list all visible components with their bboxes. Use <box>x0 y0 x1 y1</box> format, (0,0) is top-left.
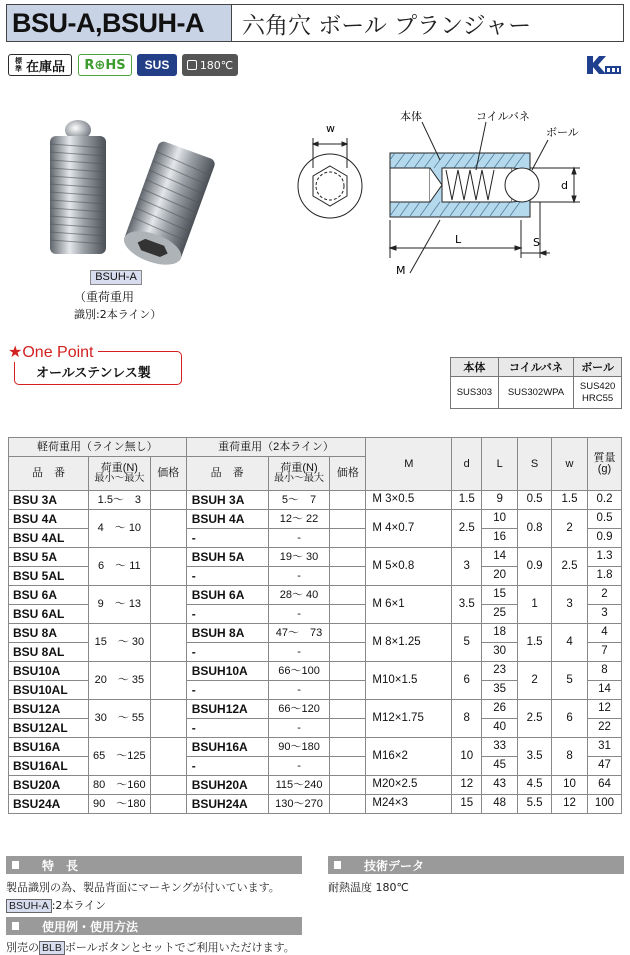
diagram-label-d: d <box>561 179 568 192</box>
heavy-part-number-cell: BSUH20A <box>186 776 268 795</box>
identification-label: 識別:2本ライン） <box>74 308 162 321</box>
table-row <box>9 795 622 814</box>
ball-diameter-cell: 6 <box>452 662 482 700</box>
hex-width-cell: 10 <box>552 776 588 795</box>
table-row <box>9 510 622 529</box>
hex-width-cell: 5 <box>552 662 588 700</box>
heavy-price-cell <box>330 757 366 776</box>
heavy-price-cell <box>330 605 366 624</box>
hex-width-cell: 2 <box>552 510 588 548</box>
mass-cell: 14 <box>587 681 621 700</box>
product-title: 六角穴 ボール プランジャー <box>242 12 532 39</box>
usage-chip: BLB <box>39 941 65 955</box>
table-row <box>9 624 622 643</box>
stock-standard-label: 標準 <box>14 57 22 73</box>
features-line1: 製品識別の為、製品背面にマーキングが付いています。 <box>6 881 280 894</box>
ball-diameter-cell: 15 <box>452 795 482 814</box>
heavy-load-cell: 19～ 30 <box>268 548 330 567</box>
mass-cell: 4 <box>587 624 621 643</box>
heavy-part-number-cell: - <box>186 719 268 738</box>
light-price-cell <box>150 510 186 548</box>
mass-cell: 12 <box>587 700 621 719</box>
heavy-part-number-cell: - <box>186 605 268 624</box>
mass-cell: 1.3 <box>587 548 621 567</box>
usage-section <box>6 917 302 955</box>
heavy-part-number-cell: BSUH 4A <box>186 510 268 529</box>
col-header-M: M <box>366 438 452 491</box>
mass-cell: 1.8 <box>587 567 621 586</box>
specification-body <box>9 491 622 814</box>
col-header-L: L <box>482 438 518 491</box>
mass-cell: 64 <box>587 776 621 795</box>
stock-badge <box>8 54 72 76</box>
heavy-part-number-cell: BSUH 6A <box>186 586 268 605</box>
one-point-text: オールステンレス製 <box>36 366 151 381</box>
stroke-cell: 3.5 <box>518 738 552 776</box>
light-part-number-cell: BSU24A <box>9 795 89 814</box>
mass-cell: 31 <box>587 738 621 757</box>
thread-size-cell: M 8×1.25 <box>366 624 452 662</box>
thread-size-cell: M 3×0.5 <box>366 491 452 510</box>
light-load-sub: 最小～最大 <box>94 473 145 484</box>
light-load-cell: 65 ～125 <box>88 738 150 776</box>
heavy-load-cell: 47～ 73 <box>268 624 330 643</box>
product-code: BSU-A,BSUH-A <box>7 5 232 41</box>
ball-diameter-cell: 10 <box>452 738 482 776</box>
rohs-badge: R⊕HS <box>78 54 132 76</box>
heavy-price-cell <box>330 738 366 757</box>
stroke-cell: 1 <box>518 586 552 624</box>
table-row <box>9 662 622 681</box>
hex-width-cell: 1.5 <box>552 491 588 510</box>
tech-data-title: 技術データ <box>328 856 624 874</box>
heavy-price-cell <box>330 586 366 605</box>
length-cell: 15 <box>482 586 518 605</box>
heavy-price-cell <box>330 795 366 814</box>
light-load-cell: 80 ～160 <box>88 776 150 795</box>
thread-size-cell: M 4×0.7 <box>366 510 452 548</box>
length-cell: 26 <box>482 700 518 719</box>
heavy-price-cell <box>330 700 366 719</box>
heavy-part-number-cell: - <box>186 757 268 776</box>
heavy-price-cell <box>330 491 366 510</box>
ball-diameter-cell: 2.5 <box>452 510 482 548</box>
heavy-price-cell <box>330 624 366 643</box>
thread-size-cell: M12×1.75 <box>366 700 452 738</box>
length-cell: 30 <box>482 643 518 662</box>
heavy-price-cell <box>330 510 366 529</box>
diagram-label-L: L <box>455 233 462 246</box>
stroke-cell: 0.9 <box>518 548 552 586</box>
col-header-heavy-part: 品 番 <box>186 457 268 491</box>
table-row <box>9 548 622 567</box>
table-row <box>9 586 622 605</box>
light-part-number-cell: BSU10A <box>9 662 89 681</box>
mass-header-label: 質量 <box>593 452 616 464</box>
stroke-cell: 2.5 <box>518 700 552 738</box>
light-part-number-cell: BSU 4AL <box>9 529 89 548</box>
heavy-load-cell: 5～ 7 <box>268 491 330 510</box>
thermometer-icon <box>187 60 197 70</box>
materials-table <box>450 357 622 409</box>
hex-width-cell: 12 <box>552 795 588 814</box>
material-value-ball: SUS420 HRC55 <box>574 377 622 409</box>
heavy-price-cell <box>330 567 366 586</box>
heavy-price-cell <box>330 643 366 662</box>
heavy-price-cell <box>330 548 366 567</box>
hex-width-cell: 6 <box>552 700 588 738</box>
ball-diameter-cell: 1.5 <box>452 491 482 510</box>
features-title: 特 長 <box>6 856 302 874</box>
light-part-number-cell: BSU12A <box>9 700 89 719</box>
heavy-load-cell: - <box>268 529 330 548</box>
light-part-number-cell: BSU 6A <box>9 586 89 605</box>
mass-header-unit: (g) <box>597 463 612 475</box>
mass-cell: 7 <box>587 643 621 662</box>
heavy-part-number-cell: - <box>186 567 268 586</box>
mass-cell: 0.2 <box>587 491 621 510</box>
diagram-label-w: w <box>326 122 335 135</box>
features-section <box>6 856 302 913</box>
temperature-badge <box>182 54 238 76</box>
heavy-load-cell: 90～180 <box>268 738 330 757</box>
hex-width-cell: 3 <box>552 586 588 624</box>
light-load-label: 荷重(N) <box>100 462 138 474</box>
length-cell: 9 <box>482 491 518 510</box>
table-row <box>9 738 622 757</box>
light-price-cell <box>150 586 186 624</box>
diagram-label-ball: ボール <box>546 126 579 139</box>
heavy-load-group-header: 重荷重用（2本ライン） <box>186 438 366 457</box>
bsuh-model-label: BSUH-A <box>90 270 142 285</box>
usage-text-b: ボールボタンとセットでご利用いただけます。 <box>64 941 295 954</box>
mass-cell: 47 <box>587 757 621 776</box>
ball-diameter-cell: 8 <box>452 700 482 738</box>
tech-data-text: 耐熱温度 180℃ <box>328 881 409 894</box>
light-load-cell: 4 ～ 10 <box>88 510 150 548</box>
light-part-number-cell: BSU20A <box>9 776 89 795</box>
material-value-body: SUS303 <box>451 377 499 409</box>
material-header-spring: コイルバネ <box>498 358 573 377</box>
length-cell: 23 <box>482 662 518 681</box>
light-price-cell <box>150 776 186 795</box>
table-row <box>9 700 622 719</box>
length-cell: 14 <box>482 548 518 567</box>
heavy-load-cell: 66～100 <box>268 662 330 681</box>
thread-size-cell: M 5×0.8 <box>366 548 452 586</box>
stroke-cell: 0.5 <box>518 491 552 510</box>
col-header-light-load <box>88 457 150 491</box>
stroke-cell: 1.5 <box>518 624 552 662</box>
col-header-heavy-price: 価格 <box>330 457 366 491</box>
col-header-w: w <box>552 438 588 491</box>
light-part-number-cell: BSU16AL <box>9 757 89 776</box>
mass-cell: 100 <box>587 795 621 814</box>
stroke-cell: 5.5 <box>518 795 552 814</box>
tech-data-section <box>328 856 624 895</box>
heavy-part-number-cell: - <box>186 529 268 548</box>
one-point-title: ★One Point <box>8 342 98 362</box>
thread-size-cell: M 6×1 <box>366 586 452 624</box>
light-price-cell <box>150 795 186 814</box>
heavy-load-sub: 最小～最大 <box>274 473 325 484</box>
page-header <box>6 4 624 42</box>
heavy-load-cell: 130～270 <box>268 795 330 814</box>
material-header-ball: ボール <box>574 358 622 377</box>
diagram-label-body: 本体 <box>400 110 422 123</box>
col-header-light-price: 価格 <box>150 457 186 491</box>
heavy-load-cell: 66～120 <box>268 700 330 719</box>
light-load-cell: 6 ～ 11 <box>88 548 150 586</box>
usage-title: 使用例・使用方法 <box>6 917 302 935</box>
length-cell: 43 <box>482 776 518 795</box>
mass-cell: 3 <box>587 605 621 624</box>
light-part-number-cell: BSU 5A <box>9 548 89 567</box>
light-part-number-cell: BSU10AL <box>9 681 89 700</box>
heavy-load-cell: - <box>268 605 330 624</box>
heavy-load-cell: 12～ 22 <box>268 510 330 529</box>
heavy-load-cell: 115～240 <box>268 776 330 795</box>
hex-width-cell: 2.5 <box>552 548 588 586</box>
light-part-number-cell: BSU 5AL <box>9 567 89 586</box>
features-chip: BSUH-A <box>6 899 52 913</box>
heavy-part-number-cell: BSUH10A <box>186 662 268 681</box>
length-cell: 33 <box>482 738 518 757</box>
heavy-part-number-cell: BSUH 3A <box>186 491 268 510</box>
stock-label: 在庫品 <box>25 59 65 75</box>
length-cell: 20 <box>482 567 518 586</box>
heavy-price-cell <box>330 776 366 795</box>
stroke-cell: 4.5 <box>518 776 552 795</box>
material-value-spring: SUS302WPA <box>498 377 573 409</box>
length-cell: 10 <box>482 510 518 529</box>
mass-cell: 2 <box>587 586 621 605</box>
features-line2-row <box>6 897 302 913</box>
length-cell: 18 <box>482 624 518 643</box>
thread-size-cell: M10×1.5 <box>366 662 452 700</box>
ball-diameter-cell: 3.5 <box>452 586 482 624</box>
light-load-cell: 15 ～ 30 <box>88 624 150 662</box>
mass-cell: 0.9 <box>587 529 621 548</box>
heavy-part-number-cell: BSUH 5A <box>186 548 268 567</box>
thread-size-cell: M24×3 <box>366 795 452 814</box>
light-load-cell: 90 ～180 <box>88 795 150 814</box>
light-part-number-cell: BSU 4A <box>9 510 89 529</box>
diagram-label-spring: コイルバネ <box>476 110 530 123</box>
product-photo-image <box>20 100 260 268</box>
table-row <box>9 491 622 510</box>
light-price-cell <box>150 491 186 510</box>
light-part-number-cell: BSU 3A <box>9 491 89 510</box>
heavy-price-cell <box>330 681 366 700</box>
material-header-body: 本体 <box>451 358 499 377</box>
col-header-S: S <box>518 438 552 491</box>
kipp-logo-icon <box>585 52 623 78</box>
heavy-part-number-cell: - <box>186 643 268 662</box>
length-cell: 25 <box>482 605 518 624</box>
light-part-number-cell: BSU16A <box>9 738 89 757</box>
heavy-load-cell: - <box>268 567 330 586</box>
features-line2: :2本ライン <box>51 899 107 912</box>
hex-width-cell: 4 <box>552 624 588 662</box>
temperature-label: 180℃ <box>199 58 234 72</box>
light-load-group-header: 軽荷重用（ライン無し） <box>9 438 187 457</box>
heavy-load-cell: - <box>268 681 330 700</box>
light-part-number-cell: BSU 8AL <box>9 643 89 662</box>
heavy-price-cell <box>330 719 366 738</box>
mass-cell: 22 <box>587 719 621 738</box>
stroke-cell: 2 <box>518 662 552 700</box>
light-load-cell: 9 ～ 13 <box>88 586 150 624</box>
usage-text-a: 別売の <box>6 941 39 954</box>
light-load-cell: 30 ～ 55 <box>88 700 150 738</box>
heavy-load-label: （重荷重用 <box>74 290 135 304</box>
ball-diameter-cell: 3 <box>452 548 482 586</box>
heavy-load-cell: - <box>268 757 330 776</box>
diagram-label-M: M <box>396 264 406 277</box>
ball-diameter-cell: 12 <box>452 776 482 795</box>
light-price-cell <box>150 700 186 738</box>
heavy-load-cell: - <box>268 643 330 662</box>
thread-size-cell: M20×2.5 <box>366 776 452 795</box>
heavy-part-number-cell: BSUH12A <box>186 700 268 719</box>
length-cell: 40 <box>482 719 518 738</box>
diagram-label-S: S <box>533 236 540 249</box>
length-cell: 16 <box>482 529 518 548</box>
light-part-number-cell: BSU 8A <box>9 624 89 643</box>
stroke-cell: 0.8 <box>518 510 552 548</box>
heavy-price-cell <box>330 662 366 681</box>
col-header-light-part: 品 番 <box>9 457 89 491</box>
heavy-part-number-cell: BSUH 8A <box>186 624 268 643</box>
col-header-heavy-load <box>268 457 330 491</box>
sus-badge: SUS <box>137 54 177 76</box>
heavy-load-cell: - <box>268 719 330 738</box>
heavy-load-label: 荷重(N) <box>280 462 318 474</box>
technical-drawing <box>290 108 590 288</box>
light-part-number-cell: BSU12AL <box>9 719 89 738</box>
col-header-mass <box>587 438 621 491</box>
heavy-load-cell: 28～ 40 <box>268 586 330 605</box>
mass-cell: 8 <box>587 662 621 681</box>
light-price-cell <box>150 624 186 662</box>
length-cell: 35 <box>482 681 518 700</box>
light-price-cell <box>150 662 186 700</box>
heavy-price-cell <box>330 529 366 548</box>
length-cell: 48 <box>482 795 518 814</box>
table-row <box>9 776 622 795</box>
light-price-cell <box>150 738 186 776</box>
light-load-cell: 20 ～ 35 <box>88 662 150 700</box>
thread-size-cell: M16×2 <box>366 738 452 776</box>
length-cell: 45 <box>482 757 518 776</box>
light-price-cell <box>150 548 186 586</box>
ball-diameter-cell: 5 <box>452 624 482 662</box>
heavy-part-number-cell: - <box>186 681 268 700</box>
mass-cell: 0.5 <box>587 510 621 529</box>
hex-width-cell: 8 <box>552 738 588 776</box>
specification-table <box>8 437 622 814</box>
light-load-cell: 1.5～ 3 <box>88 491 150 510</box>
heavy-part-number-cell: BSUH16A <box>186 738 268 757</box>
heavy-part-number-cell: BSUH24A <box>186 795 268 814</box>
col-header-d: d <box>452 438 482 491</box>
light-part-number-cell: BSU 6AL <box>9 605 89 624</box>
